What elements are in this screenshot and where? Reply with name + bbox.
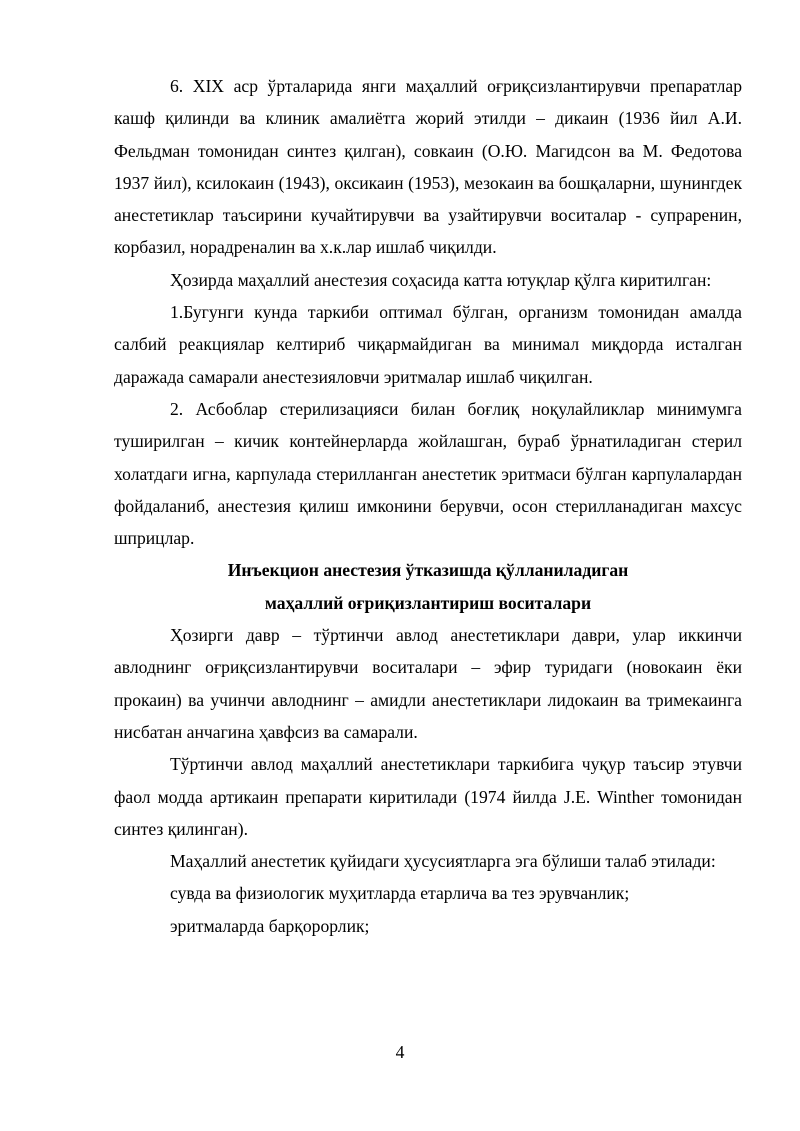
paragraph-current-era: Ҳозирги давр – тўртинчи авлод анестетиклари даври, улар иккинчи авлоднинг оғриқсизлантирувчи воситалари – эфир туридаги (новокаин ёки прокаин) ва учинчи авлоднинг – амидли анестетиклари лидокаин ва тримекаинга нисбатан анчагина ҳавфсиз ва самарали. [114,625,742,742]
paragraph-fourth-generation: Тўртинчи авлод маҳаллий анестетиклари таркибига чуқур таъсир этувчи фаол модда артикаин препарати киритилади (1974 йилда J.E. Winther томонидан синтез қилинган). [114,754,742,839]
requirement-item-stability: эритмаларда барқорорлик; [170,915,370,936]
paragraph-requirements: Маҳаллий анестетик қуйидаги ҳусусиятларга эга бўлиши талаб этилади: [170,851,716,872]
document-body [114,70,742,942]
section-heading-line-2: маҳаллий оғриқизлантириш воситалари [264,592,592,613]
paragraph-history: 6. XIX аср ўрталарида янги маҳаллий оғриқсизлантирувчи препаратлар кашф қилинди ва клиник амалиётга жорий этилди – дикаин (1936 йил А.И. Фельдман томонидан синтез қилган), совкаин (О.Ю. Магидсон ва М. Федотова 1937 йил), ксилокаин (1943), оксикаин (1953), мезокаин ва бошқаларни, шунингдек анестетиклар таъсирини кучайтирувчи ва узайтирувчи воситалар - супраренин, корбазил, норадреналин ва х.к.лар ишлаб чиқилди. [114,76,742,258]
paragraph-achievements-intro: Ҳозирда маҳаллий анестезия соҳасида катта ютуқлар қўлга киритилган: [170,269,712,290]
requirement-item-solubility: сувда ва физиологик муҳитларда етарлича ва тез эрувчанлик; [170,883,630,904]
section-heading-line-1: Инъекцион анестезия ўтказишда қўлланиладиган [227,560,629,581]
paragraph-achievement-2: 2. Асбоблар стерилизацияси билан боғлиқ ноқулайликлар минимумга туширилган – кичик контейнерларда жойлашган, бураб ўрнатиладиган стерил холатдаги игна, карпулада стерилланган анестетик эритмаси бўлган карпулалардан фойдаланиб, анестезия қилиш имконини берувчи, осон стерилланадиган махсус шприцлар. [114,398,742,549]
paragraph-achievement-1: 1.Бугунги кунда таркиби оптимал бўлган, организм томонидан амалда салбий реакциялар келтириб чиқармайдиган ва минимал миқдорда исталган даражада самарали анестезияловчи эритмалар ишлаб чиқилган. [114,302,742,387]
page-number: 4 [395,1042,405,1062]
